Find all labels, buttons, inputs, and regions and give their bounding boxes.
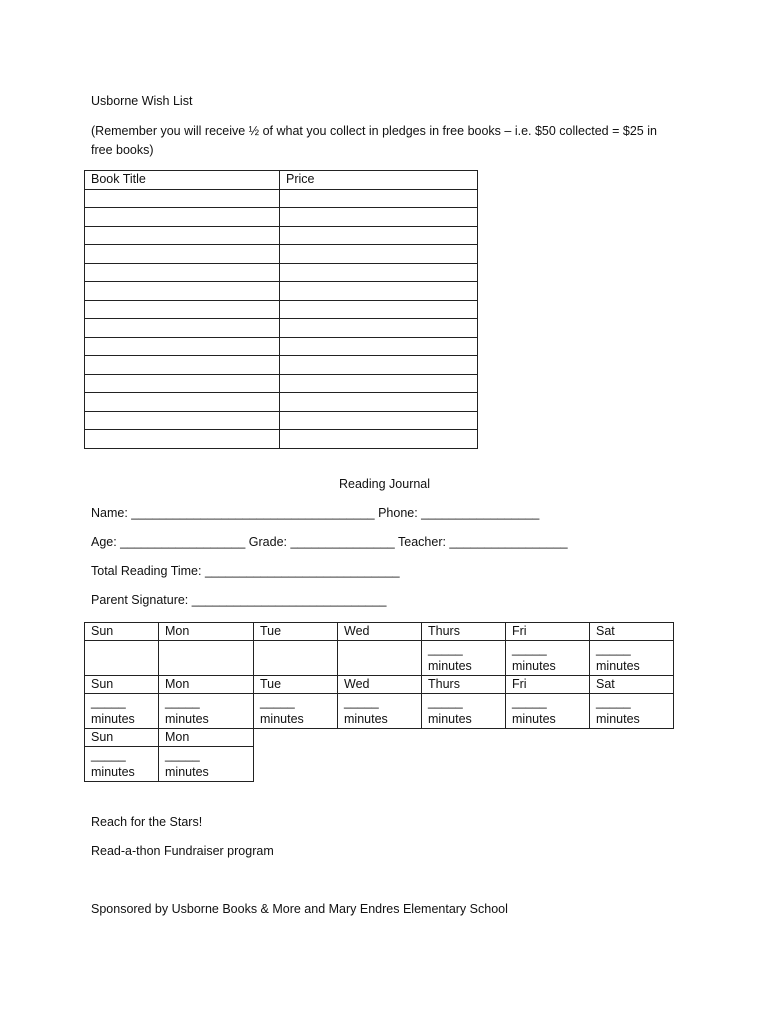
minutes-label: minutes (91, 765, 135, 779)
minutes-label: minutes (260, 712, 304, 726)
week1-minutes-row (85, 641, 674, 676)
minutes-label: minutes (512, 712, 556, 726)
age-grade-teacher-line: Age: __________________ Grade: _______________ Teacher: _________________ (91, 535, 568, 549)
day-label: Mon (159, 676, 254, 694)
day-label: Mon (159, 623, 254, 641)
book-title-cell[interactable] (85, 356, 280, 375)
day-label: Wed (338, 623, 422, 641)
week1-header-row (85, 623, 674, 641)
day-cell-empty (338, 641, 422, 676)
minutes-blank: _____ (260, 695, 295, 709)
minutes-blank: _____ (165, 748, 200, 762)
minutes-blank: _____ (91, 695, 126, 709)
minutes-blank: _____ (596, 642, 631, 656)
price-cell[interactable] (280, 393, 478, 412)
minutes-blank: _____ (428, 642, 463, 656)
minutes-cell (85, 694, 159, 729)
day-label: Sat (590, 623, 674, 641)
day-label: Sun (85, 729, 159, 747)
minutes-cell (422, 641, 506, 676)
price-cell[interactable] (280, 300, 478, 319)
week2-header-row (85, 676, 674, 694)
wish-list-row (85, 282, 478, 301)
day-cell-empty (254, 641, 338, 676)
day-label: Tue (254, 676, 338, 694)
price-cell[interactable] (280, 263, 478, 282)
week3-minutes-row (85, 747, 674, 782)
book-title-cell[interactable] (85, 282, 280, 301)
minutes-cell (338, 694, 422, 729)
minutes-blank: _____ (165, 695, 200, 709)
fundraiser-program: Read-a-thon Fundraiser program (91, 844, 274, 858)
price-cell[interactable] (280, 282, 478, 301)
minutes-blank: _____ (428, 695, 463, 709)
day-label: Tue (254, 623, 338, 641)
minutes-blank: _____ (344, 695, 379, 709)
minutes-label: minutes (165, 712, 209, 726)
day-label: Fri (506, 676, 590, 694)
wish-list-row (85, 430, 478, 449)
day-label: Mon (159, 729, 254, 747)
wish-list-row (85, 263, 478, 282)
book-title-cell[interactable] (85, 300, 280, 319)
price-cell[interactable] (280, 430, 478, 449)
book-title-cell[interactable] (85, 245, 280, 264)
reading-journal-table (84, 622, 674, 782)
day-label: Thurs (422, 676, 506, 694)
price-cell[interactable] (280, 189, 478, 208)
minutes-label: minutes (165, 765, 209, 779)
minutes-cell (85, 747, 159, 782)
minutes-label: minutes (344, 712, 388, 726)
minutes-label: minutes (428, 659, 472, 673)
book-title-cell[interactable] (85, 393, 280, 412)
price-cell[interactable] (280, 411, 478, 430)
book-title-cell[interactable] (85, 411, 280, 430)
minutes-cell (590, 694, 674, 729)
minutes-label: minutes (512, 659, 556, 673)
wish-header-row (85, 171, 478, 190)
week2-minutes-row (85, 694, 674, 729)
minutes-cell (590, 641, 674, 676)
book-title-cell[interactable] (85, 189, 280, 208)
empty-space (254, 747, 674, 782)
reach-for-stars: Reach for the Stars! (91, 815, 203, 829)
wish-list-row (85, 393, 478, 412)
wish-list-row (85, 337, 478, 356)
day-cell-empty (85, 641, 159, 676)
wish-list-row (85, 226, 478, 245)
book-title-cell[interactable] (85, 374, 280, 393)
minutes-label: minutes (596, 659, 640, 673)
price-cell[interactable] (280, 208, 478, 227)
price-cell[interactable] (280, 356, 478, 375)
sponsor-line: Sponsored by Usborne Books & More and Mary Endres Elementary School (91, 902, 508, 916)
day-label: Sat (590, 676, 674, 694)
price-cell[interactable] (280, 226, 478, 245)
minutes-label: minutes (596, 712, 640, 726)
wish-list-row (85, 411, 478, 430)
book-title-cell[interactable] (85, 208, 280, 227)
minutes-blank: _____ (596, 695, 631, 709)
week3-header-row (85, 729, 674, 747)
minutes-cell (159, 747, 254, 782)
price-cell[interactable] (280, 337, 478, 356)
day-label: Sun (85, 623, 159, 641)
price-cell[interactable] (280, 374, 478, 393)
wish-list-row (85, 319, 478, 338)
empty-space (254, 729, 674, 747)
wish-list-row (85, 374, 478, 393)
price-header: Price (280, 171, 478, 190)
minutes-blank: _____ (512, 642, 547, 656)
book-title-cell[interactable] (85, 319, 280, 338)
wish-list-row (85, 189, 478, 208)
minutes-label: minutes (91, 712, 135, 726)
minutes-label: minutes (428, 712, 472, 726)
minutes-cell (506, 694, 590, 729)
price-cell[interactable] (280, 245, 478, 264)
wish-list-table (84, 170, 478, 449)
wish-list-row (85, 208, 478, 227)
day-label: Sun (85, 676, 159, 694)
book-title-cell[interactable] (85, 337, 280, 356)
reading-journal-title: Reading Journal (339, 477, 431, 491)
book-title-header: Book Title (85, 171, 280, 190)
day-cell-empty (159, 641, 254, 676)
wish-list-title: Usborne Wish List (91, 94, 193, 108)
minutes-blank: _____ (512, 695, 547, 709)
day-label: Fri (506, 623, 590, 641)
day-label: Wed (338, 676, 422, 694)
book-title-cell[interactable] (85, 226, 280, 245)
wish-list-note: (Remember you will receive ½ of what you collect in pledges in free books – i.e. $50 collected = $25 in free books) (91, 124, 657, 157)
minutes-cell (254, 694, 338, 729)
wish-list-row (85, 245, 478, 264)
minutes-cell (422, 694, 506, 729)
minutes-cell (159, 694, 254, 729)
minutes-cell (506, 641, 590, 676)
wish-list-row (85, 300, 478, 319)
total-reading-time-line: Total Reading Time: ____________________________ (91, 564, 400, 578)
price-cell[interactable] (280, 319, 478, 338)
day-label: Thurs (422, 623, 506, 641)
book-title-cell[interactable] (85, 430, 280, 449)
book-title-cell[interactable] (85, 263, 280, 282)
name-phone-line: Name: ___________________________________ Phone: _________________ (91, 506, 540, 520)
wish-list-row (85, 356, 478, 375)
parent-signature-line: Parent Signature: ____________________________ (91, 593, 387, 607)
minutes-blank: _____ (91, 748, 126, 762)
